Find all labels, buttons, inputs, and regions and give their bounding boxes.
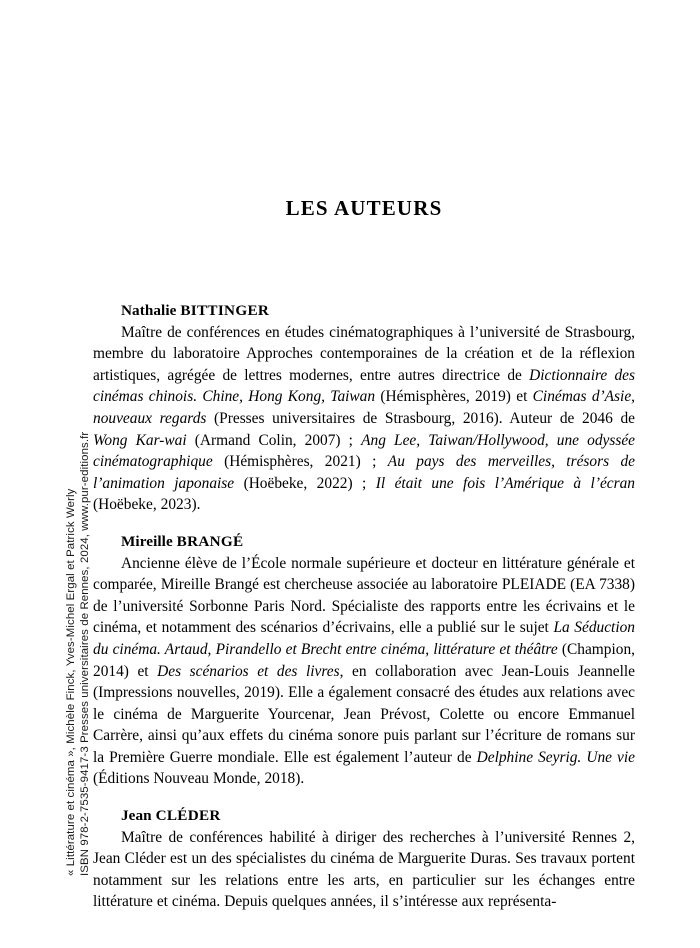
bio-text: (Hémisphères, 2021) ; [212,453,388,471]
text-column [93,0,635,948]
author-bio [93,553,635,791]
work-title: La Séduction du cinéma. Artaud, Pirandello et Brecht entre cinéma, littérature et théâtre [93,619,635,658]
author-entry [93,300,635,516]
author-first-name: Jean [121,807,152,825]
bio-text: (Hoëbeke, 2023). [93,496,201,514]
copyright-sidebar [0,0,91,948]
bio-text: (Armand Colin, 2007) ; [186,431,362,449]
work-title: Dictionnaire des cinémas chinois. Chine, Hong Kong, Taiwan [93,366,635,406]
work-title: Delphine Seyrig. Une vie [476,748,635,766]
work-title: Cinémas d’Asie, nouveaux regards [93,388,635,427]
author-bio [93,827,635,913]
author-first-name: Nathalie [121,302,177,319]
author-name [93,805,635,827]
author-surname: BITTINGER [180,302,270,319]
isbn-publisher-line: ISBN 978-2-7535-9417-3 Presses universitaires de Rennes, 2024, www.pur-editions.fr [79,431,91,876]
author-name [93,531,635,553]
series-credit-line: « Littérature et cinéma », Michèle Finck, Yves-Michel Ergal et Patrick Werly [65,488,77,876]
bio-text: Maître de conférences en études cinématographiques à l’université de Strasbourg, membre du laboratoire Approches contemporaines de la création et de la réflexion artistiques, agrégée de lettres modernes, entre autres directrice de [93,323,635,384]
page-title: LES AUTEURS [285,196,443,220]
authors-list [93,300,635,913]
bio-text: (Hémisphères, 2019) et [375,388,533,406]
author-surname: CLÉDER [155,807,221,825]
bio-text: (Hoëbeke, 2022) ; [234,474,376,492]
author-bio [93,322,635,516]
work-title: Il était une fois l’Amérique à l’écran [375,474,635,492]
copyright-sidebar-text [64,16,92,876]
author-surname: BRANGÉ [176,532,244,550]
bio-text: (Éditions Nouveau Monde, 2018). [93,770,305,788]
bio-text: (Presses universitaires de Strasbourg, 2016). Auteur de 2046 de [206,409,635,427]
work-title: Ang Lee, Taiwan/Hollywood, une odyssée cinématographique [93,431,635,471]
bio-text: Ancienne élève de l’École normale supérieure et docteur en littérature générale et comparée, Mireille Brangé est chercheuse associée au laboratoire PLEIADE (EA 7338) de l’université Sorbonne Paris Nord. Spécialiste des rapports entre les écrivains et le cinéma, et notamment des scénarios d’écrivains, elle a publié sur le sujet [93,554,635,637]
author-name [93,300,635,322]
author-entry [93,531,635,790]
work-title: Au pays des merveilles, trésors de l’animation japonaise [93,453,635,492]
author-entry [93,805,635,913]
work-title: Des scénarios et des livres [157,662,340,680]
author-first-name: Mireille [121,532,173,550]
bio-text: , en collaboration avec Jean-Louis Jeannelle (Impressions nouvelles, 2019). Elle a également consacré des études aux relations avec le cinéma de Marguerite Yourcenar, Jean Prévost, Colette ou encore Emmanuel Carrère, ainsi qu’aux effets du cinéma sonore puis parlant sur l’écriture de romans sur la Première Guerre mondiale. Elle est également l’auteur de [93,662,635,766]
bio-text: Maître de conférences habilité à diriger des recherches à l’université Rennes 2, Jean Cléder est un des spécialistes du cinéma de Marguerite Duras. Ses travaux portent notamment sur les relations entre les arts, en particulier sur les échanges entre littérature et cinéma. Depuis quelques années, il s’intéresse aux représenta- [93,828,635,911]
work-title: Wong Kar-wai [93,431,187,449]
bio-text: (Champion, 2014) et [93,640,635,680]
